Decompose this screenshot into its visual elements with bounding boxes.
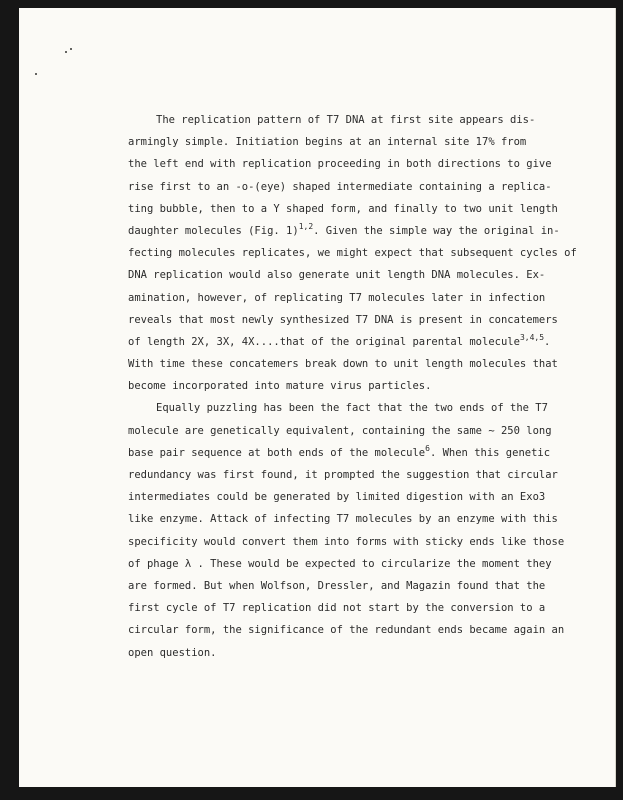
text-line: The replication pattern of T7 DNA at first site appears dis-: [156, 114, 536, 126]
reference-superscript: 1,2: [298, 221, 314, 231]
line-text: daughter molecules (Fig. 1): [128, 224, 299, 237]
text-line: become incorporated into mature virus particles.: [128, 380, 432, 393]
dust-speck: [70, 48, 72, 50]
text-line: molecule are genetically equivalent, containing the same ~ 250 long: [128, 424, 552, 437]
text-line: [128, 442, 551, 464]
text-line: are formed. But when Wolfson, Dressler, and Magazin found that the: [128, 579, 546, 592]
text-line: With time these concatemers break down to unit length molecules that: [128, 358, 558, 371]
paragraph: [128, 109, 577, 397]
text-line: open question.: [128, 646, 217, 659]
text-line: amination, however, of replicating T7 molecules later in infection: [128, 291, 546, 304]
text-line: like enzyme. Attack of infecting T7 molecules by an enzyme with this: [128, 513, 558, 526]
line-text: of length 2X, 3X, 4X....that of the original parental molecule: [128, 335, 520, 348]
text-line: Equally puzzling has been the fact that the two ends of the T7: [156, 402, 548, 415]
text-line: intermediates could be generated by limited digestion with an Exo3: [128, 491, 546, 504]
text-line: armingly simple. Initiation begins at an internal site 17% from: [128, 136, 527, 149]
text-line: fecting molecules replicates, we might expect that subsequent cycles of: [128, 247, 577, 260]
text-line: [128, 331, 551, 353]
paragraph: [128, 397, 565, 663]
text-line: [128, 220, 560, 242]
text-line: redundancy was first found, it prompted the suggestion that circular: [128, 469, 558, 481]
text-line: ting bubble, then to a Y shaped form, and finally to two unit length: [128, 202, 558, 215]
reference-superscript: 6: [425, 443, 430, 453]
line-text: base pair sequence at both ends of the molecule: [128, 446, 426, 459]
dust-speck: [65, 51, 67, 53]
text-line: circular form, the significance of the redundant ends became again an: [128, 624, 565, 637]
reference-superscript: 3,4,5: [519, 332, 545, 342]
text-line: the left end with replication proceeding in both directions to give: [128, 158, 552, 171]
text-line: specificity would convert them into forms with sticky ends like those: [128, 535, 565, 548]
line-text: .: [544, 335, 551, 348]
line-text: . When this genetic: [429, 446, 551, 459]
line-text: . Given the simple way the original in-: [313, 224, 560, 237]
text-line: reveals that most newly synthesized T7 DNA is present in concatemers: [128, 313, 558, 326]
text-line: of phage λ . These would be expected to circularize the moment they: [128, 557, 552, 570]
text-line: DNA replication would also generate unit length DNA molecules. Ex-: [128, 269, 546, 282]
text-line: rise first to an -o-(eye) shaped intermediate containing a replica-: [128, 180, 552, 193]
dust-speck: [35, 73, 37, 75]
text-line: first cycle of T7 replication did not start by the conversion to a: [128, 602, 546, 615]
body-text: [128, 109, 577, 664]
